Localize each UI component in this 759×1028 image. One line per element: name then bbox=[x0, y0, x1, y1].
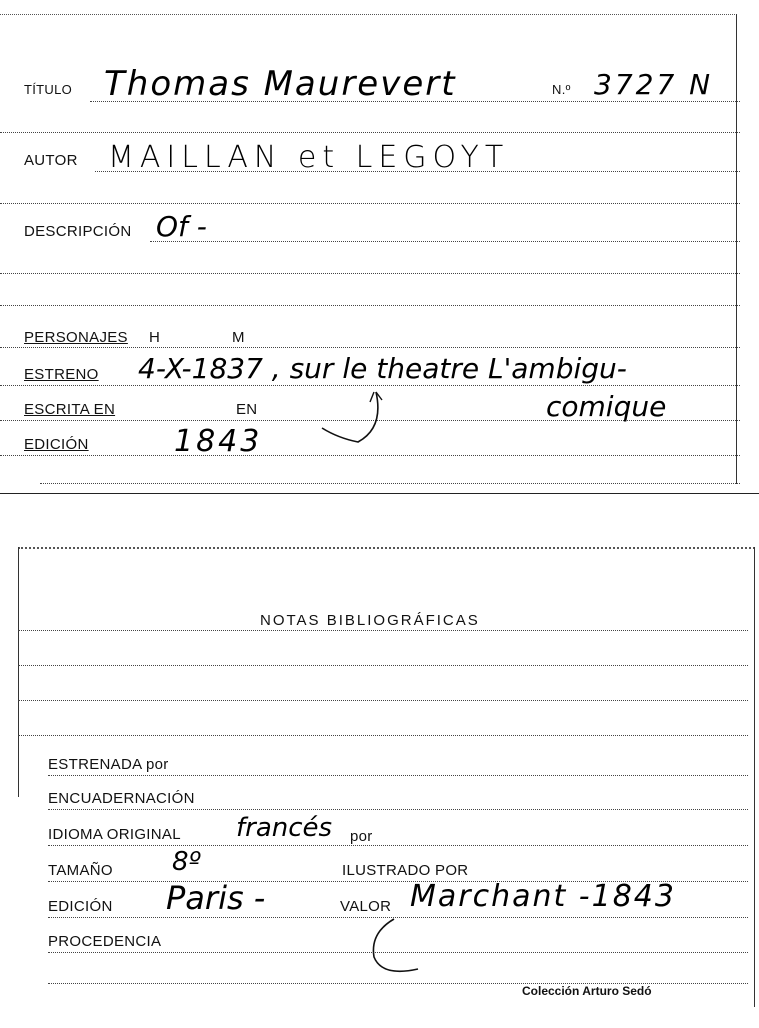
ruled-line bbox=[18, 700, 748, 701]
escrita-label: ESCRITA EN bbox=[24, 401, 116, 418]
ilustrado-label: ILUSTRADO POR bbox=[342, 862, 469, 879]
ruled-line bbox=[40, 483, 740, 484]
autor-value: MAILLAN et LEGOYT bbox=[108, 140, 510, 175]
personajes-label: PERSONAJES bbox=[24, 329, 128, 346]
personajes-h-label: H bbox=[149, 329, 161, 346]
descripcion-value: Of - bbox=[156, 210, 207, 243]
ruled-line bbox=[0, 273, 740, 274]
estreno-value: 4-X-1837 , sur le theatre L'ambigu- bbox=[138, 352, 627, 385]
valor-label: VALOR bbox=[340, 898, 392, 915]
card-edge bbox=[754, 547, 755, 1007]
idioma-por-label: por bbox=[350, 828, 373, 845]
estreno-line bbox=[0, 385, 740, 386]
ruled-line bbox=[0, 347, 740, 348]
ruled-line bbox=[18, 665, 748, 666]
edicion-line bbox=[0, 455, 740, 456]
catalog-card-bottom bbox=[0, 545, 759, 1028]
descripcion-label: DESCRIPCIÓN bbox=[24, 223, 132, 240]
edicion2-value: Paris - bbox=[166, 879, 266, 917]
notas-title: NOTAS BIBLIOGRÁFICAS bbox=[260, 612, 480, 629]
autor-label: AUTOR bbox=[24, 152, 78, 169]
tamano-label: TAMAÑO bbox=[48, 862, 113, 879]
edicion-value: 1843 bbox=[174, 424, 263, 459]
catalog-card-top bbox=[0, 0, 759, 494]
estrenada-line bbox=[48, 775, 748, 776]
ruled-line bbox=[18, 735, 748, 736]
estrenada-label: ESTRENADA por bbox=[48, 756, 169, 773]
edicion-label: EDICIÓN bbox=[24, 436, 89, 453]
handwritten-arrow bbox=[318, 388, 408, 450]
card-edge bbox=[18, 547, 755, 549]
coleccion-footer: Colección Arturo Sedó bbox=[522, 984, 652, 998]
idioma-value: francés bbox=[236, 813, 333, 843]
descripcion-line bbox=[150, 241, 740, 242]
tamano-value: 8º bbox=[172, 847, 201, 877]
ruled-line bbox=[0, 203, 740, 204]
numero-value: 3727 N bbox=[594, 68, 714, 101]
valor-value: Marchant -1843 bbox=[410, 879, 676, 914]
encuadernacion-label: ENCUADERNACIÓN bbox=[48, 790, 195, 807]
titulo-label: TÍTULO bbox=[24, 82, 73, 97]
estreno-label: ESTRENO bbox=[24, 366, 99, 383]
idioma-label: IDIOMA ORIGINAL bbox=[48, 826, 181, 843]
ruled-line bbox=[0, 132, 740, 133]
numero-label: N.º bbox=[552, 82, 571, 97]
estreno-value-continuation: comique bbox=[546, 390, 667, 423]
idioma-line bbox=[48, 845, 748, 846]
encuadernacion-line bbox=[48, 809, 748, 810]
edicion2-label: EDICIÓN bbox=[48, 898, 113, 915]
titulo-value: Thomas Maurevert bbox=[104, 64, 457, 104]
card-edge bbox=[18, 547, 19, 797]
ruled-line bbox=[18, 630, 748, 631]
handwritten-mark bbox=[364, 915, 434, 981]
ruled-line bbox=[0, 305, 740, 306]
personajes-m-label: M bbox=[232, 329, 245, 346]
escrita-en-label: EN bbox=[236, 401, 258, 418]
card-edge bbox=[0, 14, 737, 15]
procedencia-label: PROCEDENCIA bbox=[48, 933, 162, 950]
card-edge bbox=[736, 14, 737, 484]
